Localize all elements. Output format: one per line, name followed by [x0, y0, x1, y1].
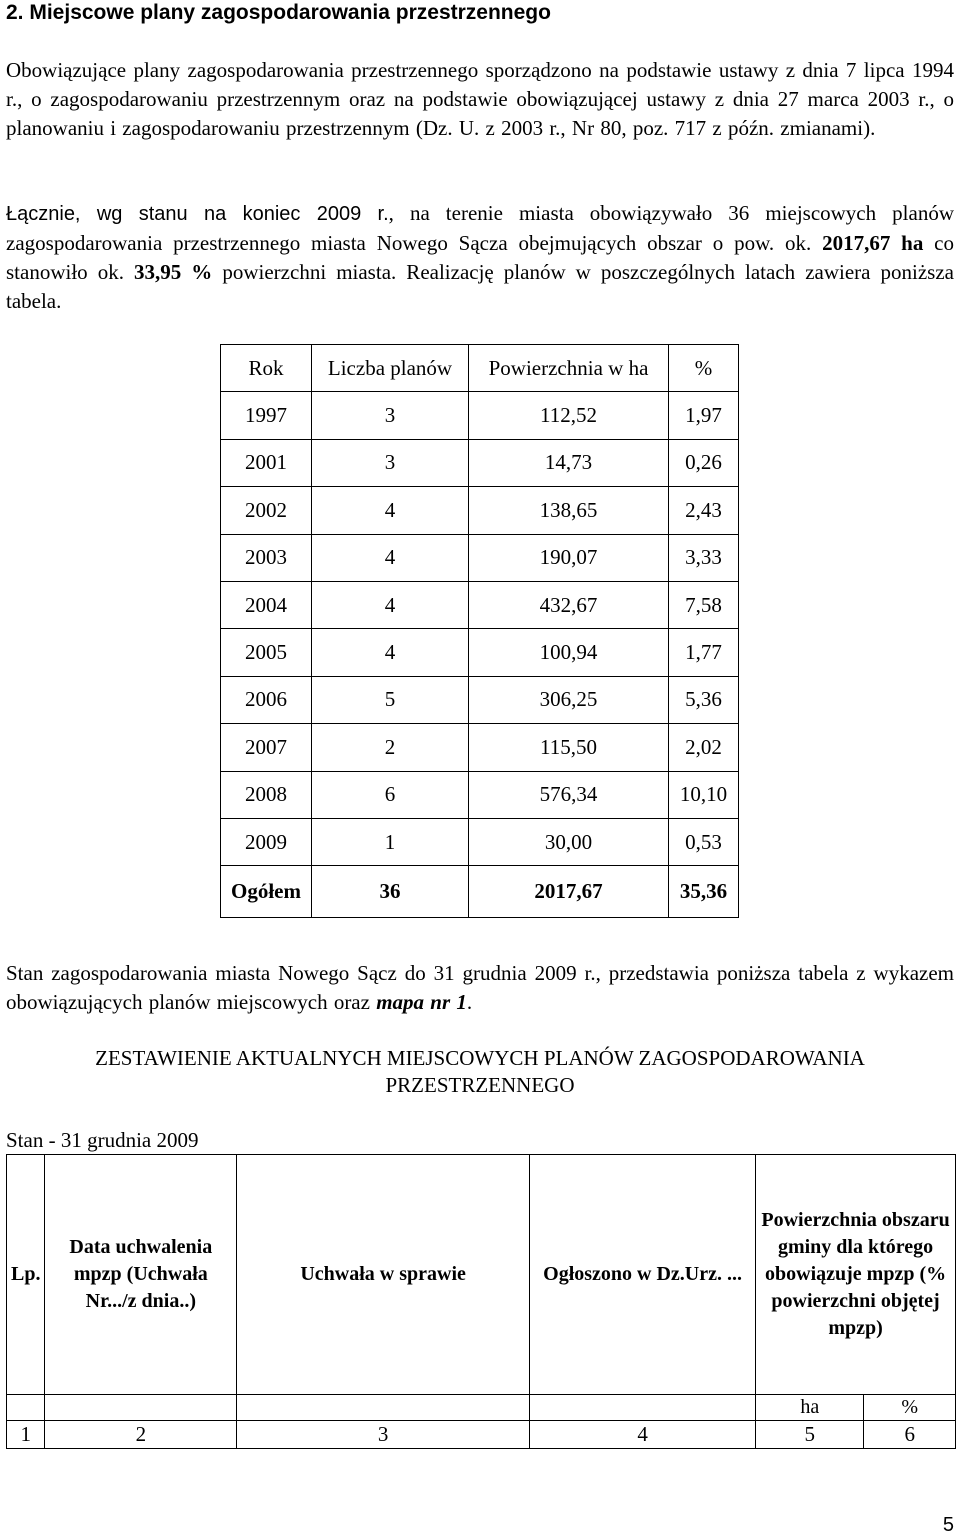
list-title-line-1: ZESTAWIENIE AKTUALNYCH MIEJSCOWYCH PLANÓW ZAGOSPODAROWANIA	[95, 1046, 865, 1070]
total-percent: 35,36	[669, 866, 739, 918]
summary-text-2: co stanowiło ok.	[6, 231, 954, 284]
cell-percent: 2,43	[669, 487, 739, 534]
cell-year: 2002	[221, 487, 312, 534]
total-count: 36	[312, 866, 469, 918]
section-heading: 2. Miejscowe plany zagospodarowania przestrzennego	[6, 1, 551, 24]
table-row	[221, 392, 739, 439]
cell-area: 190,07	[469, 534, 669, 581]
cell-percent: 0,26	[669, 439, 739, 486]
cell-count: 4	[312, 534, 469, 581]
cell-count: 6	[312, 771, 469, 818]
column-number: 3	[237, 1421, 530, 1449]
header-resolution-subject: Uchwała w sprawie	[237, 1155, 530, 1395]
cell-area: 576,34	[469, 771, 669, 818]
table-row	[221, 487, 739, 534]
header-published-in: Ogłoszono w Dz.Urz. ...	[530, 1155, 756, 1395]
summary-text: , na terenie miasta obowiązywało 36 miejscowych planów zagospodarowania przestrzennego miasta Nowego Sącza obejmujących obszar o pow. ok.	[6, 201, 954, 255]
cell-count: 5	[312, 676, 469, 723]
cell-percent: 10,10	[669, 771, 739, 818]
status-text: Stan zagospodarowania miasta Nowego Sącz do 31 grudnia 2009 r., przedstawia poniższa tabela z wykazem obowiązujących planów miejscowych oraz	[6, 961, 954, 1014]
plans-by-year-table	[220, 344, 739, 918]
cell-percent: 7,58	[669, 581, 739, 628]
column-number: 5	[756, 1421, 864, 1449]
cell-area: 14,73	[469, 439, 669, 486]
header-year: Rok	[221, 345, 312, 392]
table-row	[221, 818, 739, 865]
list-title-line-2: PRZESTRZENNEGO	[385, 1073, 575, 1097]
list-title	[0, 1045, 960, 1099]
cell-area: 30,00	[469, 818, 669, 865]
status-end: .	[466, 990, 473, 1014]
table-header-row	[221, 345, 739, 392]
total-area: 2017,67	[469, 866, 669, 918]
summary-area: 2017,67 ha	[822, 231, 924, 255]
cell-count: 2	[312, 724, 469, 771]
cell-area: 100,94	[469, 629, 669, 676]
cell-area: 115,50	[469, 724, 669, 771]
subheader-percent: %	[864, 1395, 956, 1421]
column-number: 6	[864, 1421, 956, 1449]
cell-percent: 1,77	[669, 629, 739, 676]
paragraph-legal-basis: Obowiązujące plany zagospodarowania przestrzennego sporządzono na podstawie ustawy z dnia 7 lipca 1994 r., o zagospodarowaniu przestrzennym oraz na podstawie obowiązującej ustawy z dnia 27 marca 2003 r., o planowaniu i zagospodarowaniu przestrzennym (Dz. U. z 2003 r., Nr 80, poz. 717 z późn. zmianami).	[6, 58, 954, 140]
cell-count: 3	[312, 439, 469, 486]
header-plan-count: Liczba planów	[312, 345, 469, 392]
header-lp: Lp.	[7, 1155, 45, 1395]
summary-intro: Łącznie, wg stanu na koniec 2009 r.	[6, 203, 389, 225]
header-adoption-date: Data uchwalenia mpzp (Uchwała Nr.../z dnia..)	[45, 1155, 237, 1395]
cell-area: 306,25	[469, 676, 669, 723]
summary-text-3: powierzchni miasta. Realizację planów w poszczególnych latach zawiera poniższa tabela.	[6, 260, 954, 313]
cell-area: 138,65	[469, 487, 669, 534]
cell-count: 1	[312, 818, 469, 865]
cell-year: 2009	[221, 818, 312, 865]
cell-area: 112,52	[469, 392, 669, 439]
cell-count: 3	[312, 392, 469, 439]
column-number: 4	[530, 1421, 756, 1449]
cell-percent: 5,36	[669, 676, 739, 723]
page-number: 5	[942, 1514, 954, 1536]
table-row	[221, 771, 739, 818]
header-area-covered: Powierzchnia obszaru gminy dla którego obowiązuje mpzp (% powierzchni objętej mpzp)	[756, 1155, 956, 1395]
plans-list-table	[6, 1154, 956, 1449]
map-reference: mapa nr 1	[376, 990, 467, 1014]
table-row	[221, 724, 739, 771]
table-row	[221, 629, 739, 676]
header-percent: %	[669, 345, 739, 392]
paragraph-summary	[6, 199, 954, 316]
header-area: Powierzchnia w ha	[469, 345, 669, 392]
column-number: 1	[7, 1421, 45, 1449]
total-label: Ogółem	[221, 866, 312, 918]
cell-year: 1997	[221, 392, 312, 439]
table-total-row	[221, 866, 739, 918]
cell-year: 2007	[221, 724, 312, 771]
table-row	[221, 676, 739, 723]
cell-percent: 1,97	[669, 392, 739, 439]
cell-year: 2001	[221, 439, 312, 486]
cell-count: 4	[312, 581, 469, 628]
cell-year: 2003	[221, 534, 312, 581]
cell-percent: 0,53	[669, 818, 739, 865]
cell-year: 2006	[221, 676, 312, 723]
cell-percent: 2,02	[669, 724, 739, 771]
table-row	[221, 439, 739, 486]
cell-year: 2004	[221, 581, 312, 628]
status-date-label: Stan - 31 grudnia 2009	[6, 1128, 199, 1152]
column-number: 2	[45, 1421, 237, 1449]
table-row	[221, 581, 739, 628]
cell-area: 432,67	[469, 581, 669, 628]
plans-header-row	[7, 1155, 956, 1395]
cell-year: 2005	[221, 629, 312, 676]
column-numbers-row	[7, 1421, 956, 1449]
cell-percent: 3,33	[669, 534, 739, 581]
table-row	[221, 534, 739, 581]
paragraph-status	[6, 959, 954, 1017]
cell-count: 4	[312, 629, 469, 676]
plans-subheader-row	[7, 1395, 956, 1421]
subheader-ha: ha	[756, 1395, 864, 1421]
cell-year: 2008	[221, 771, 312, 818]
cell-count: 4	[312, 487, 469, 534]
summary-percent: 33,95 %	[134, 260, 213, 284]
